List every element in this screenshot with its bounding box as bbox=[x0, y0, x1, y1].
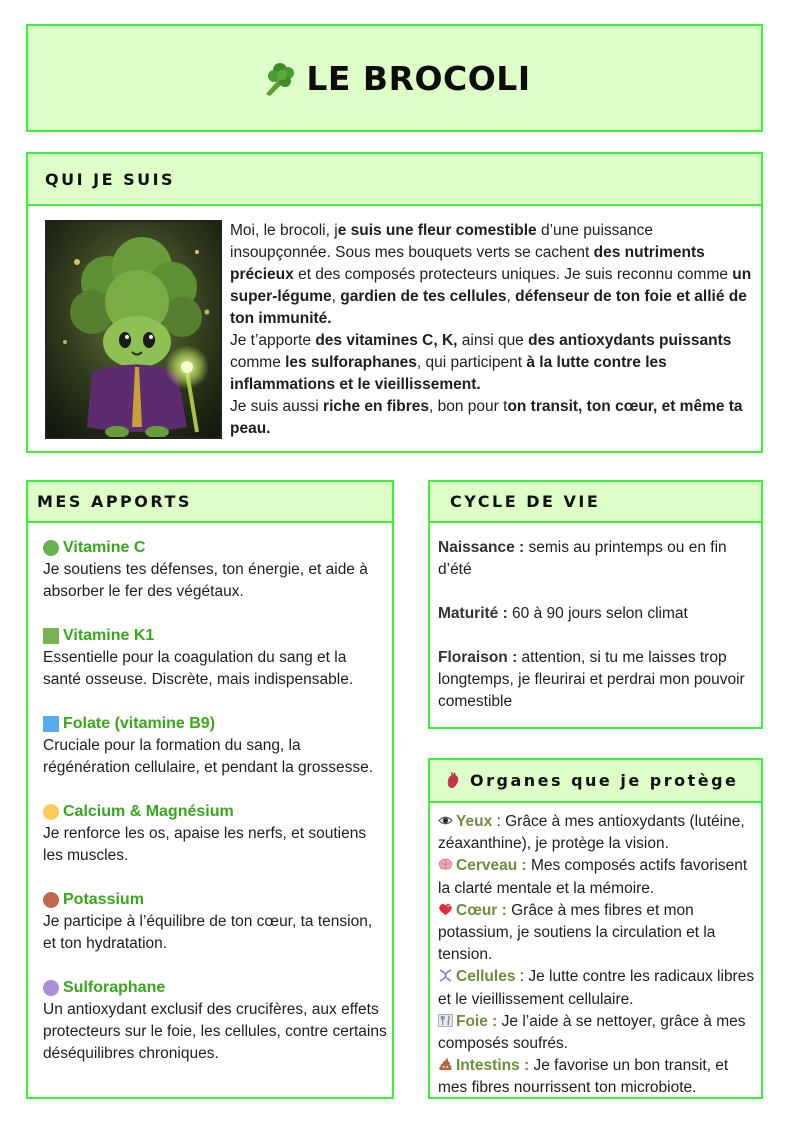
apport-title-text: Folate (vitamine B9) bbox=[63, 715, 216, 732]
organes-section bbox=[428, 758, 763, 1099]
organ-name: Cœur : bbox=[456, 901, 507, 919]
section-header bbox=[430, 760, 761, 803]
section-header bbox=[430, 482, 761, 523]
brain-icon bbox=[438, 858, 453, 871]
apport-description: Cruciale pour la formation du sang, la régénération cellulaire, et pendant la grossesse. bbox=[43, 737, 374, 776]
apports-list bbox=[43, 537, 388, 1087]
cycle-item bbox=[438, 647, 756, 713]
organ-item bbox=[438, 900, 760, 967]
cycle-label: Naissance : bbox=[438, 539, 525, 556]
apport-description: Je renforce les os, apaise les nerfs, et soutiens les muscles. bbox=[43, 825, 367, 864]
apport-item bbox=[43, 713, 388, 779]
section-header bbox=[28, 482, 392, 523]
apport-title-text: Potassium bbox=[63, 891, 144, 908]
organ-name: Cerveau : bbox=[456, 857, 527, 875]
apport-item bbox=[43, 801, 388, 867]
organ-description: Mes composés actifs favorisent la clarté mentale et la mémoire. bbox=[438, 857, 748, 897]
apport-description: Je participe à l’équilibre de ton cœur, ta tension, et ton hydratation. bbox=[43, 913, 373, 952]
mes-apports-section bbox=[26, 480, 394, 1099]
organes-list bbox=[438, 811, 760, 1100]
apport-item bbox=[43, 537, 388, 603]
cycle-text: 60 à 90 jours selon climat bbox=[507, 605, 688, 622]
apport-title-text: Vitamine C bbox=[63, 539, 146, 556]
heart-icon bbox=[438, 903, 453, 916]
cycle-list bbox=[438, 537, 756, 735]
circle-bullet-icon bbox=[43, 892, 59, 908]
section-title: CYCLE DE VIE bbox=[450, 492, 601, 511]
apport-title bbox=[43, 889, 388, 911]
organ-name: Foie : bbox=[456, 1012, 498, 1030]
apport-description: Essentielle pour la coagulation du sang et la santé osseuse. Discrète, mais indispensable. bbox=[43, 649, 354, 688]
broccoli-character-image bbox=[45, 220, 222, 439]
cycle-de-vie-section bbox=[428, 480, 763, 729]
organ-name: Intestins : bbox=[456, 1057, 530, 1075]
square-bullet-icon bbox=[43, 628, 59, 644]
organ-item bbox=[438, 966, 760, 1010]
organ-description: Je l’aide à se nettoyer, grâce à mes composés soufrés. bbox=[438, 1012, 746, 1053]
square-bullet-icon bbox=[43, 716, 59, 732]
apport-title-text: Vitamine K1 bbox=[63, 627, 155, 644]
title-banner bbox=[26, 24, 763, 132]
organ-heart-icon bbox=[444, 772, 462, 790]
apport-title bbox=[43, 713, 388, 735]
section-title: Organes que je protège bbox=[444, 760, 738, 801]
apport-title-text: Calcium & Magnésium bbox=[63, 803, 234, 820]
organ-description: : Grâce à mes antioxydants (lutéine, zéaxanthine), je protège la vision. bbox=[438, 813, 745, 853]
apport-title bbox=[43, 801, 388, 823]
apport-description: Je soutiens tes défenses, ton énergie, et aide à absorber le fer des végétaux. bbox=[43, 561, 368, 600]
organ-item bbox=[438, 1055, 760, 1099]
apport-title-text: Sulforaphane bbox=[63, 979, 166, 996]
cycle-text: attention, si tu me laisses trop longtemps, je fleurirai et perdrai mon pouvoir comestible bbox=[438, 649, 745, 710]
section-title: QUI JE SUIS bbox=[45, 169, 176, 189]
broccoli-icon bbox=[258, 58, 298, 98]
organ-item bbox=[438, 855, 760, 899]
apport-item bbox=[43, 977, 388, 1065]
qui-je-suis-section bbox=[26, 152, 763, 453]
cycle-label: Floraison : bbox=[438, 649, 518, 666]
dna-icon bbox=[438, 969, 453, 982]
qui-je-suis-text: Moi, le brocoli, je suis une fleur comestible d’une puissance insoupçonnée. Sous mes bouquets verts se cachent des nutriments précieux et des composés protecteurs uniques. Je suis reconnu comme un super-légume, gardien de tes cellules, défenseur de ton foie et allié de ton immunité. Je t’apporte des vitamines C, K, ainsi que des antioxydants puissants comme les sulforaphanes, qui participent à la lutte contre les inflammations et le vieillissement. Je suis aussi riche en fibres, bon pour ton transit, ton cœur, et même ta peau. bbox=[230, 222, 752, 437]
organ-description: Grâce à mes fibres et mon potassium, je soutiens la circulation et la tension. bbox=[438, 901, 716, 964]
poop-icon bbox=[438, 1058, 453, 1071]
circle-bullet-icon bbox=[43, 804, 59, 820]
apport-title bbox=[43, 977, 388, 999]
cycle-text: semis au printemps ou en fin d’été bbox=[438, 539, 727, 578]
eye-icon bbox=[438, 814, 453, 827]
section-header bbox=[28, 154, 761, 206]
page-title: LE BROCOLI bbox=[306, 58, 531, 98]
apport-item bbox=[43, 889, 388, 955]
circle-bullet-icon bbox=[43, 980, 59, 996]
apport-title bbox=[43, 537, 388, 559]
organ-name: Yeux bbox=[456, 813, 493, 830]
organ-name: Cellules bbox=[456, 968, 516, 986]
organ-description: : Je lutte contre les radicaux libres et le vieillissement cellulaire. bbox=[438, 968, 755, 1008]
organ-item bbox=[438, 1011, 760, 1055]
organ-item bbox=[438, 811, 760, 855]
cycle-label: Maturité : bbox=[438, 605, 508, 622]
apport-description: Un antioxydant exclusif des crucifères, aux effets protecteurs sur le foie, les cellules, contre certains déséquilibres chroniques. bbox=[43, 1001, 387, 1062]
circle-bullet-icon bbox=[43, 540, 59, 556]
section-title: MES APPORTS bbox=[37, 492, 192, 511]
apport-item bbox=[43, 625, 388, 691]
cutlery-icon bbox=[438, 1014, 453, 1027]
cycle-item bbox=[438, 537, 756, 581]
apport-title bbox=[43, 625, 388, 647]
organ-description: Je favorise un bon transit, et mes fibres nourrissent ton microbiote. bbox=[438, 1057, 729, 1097]
cycle-item bbox=[438, 603, 756, 625]
